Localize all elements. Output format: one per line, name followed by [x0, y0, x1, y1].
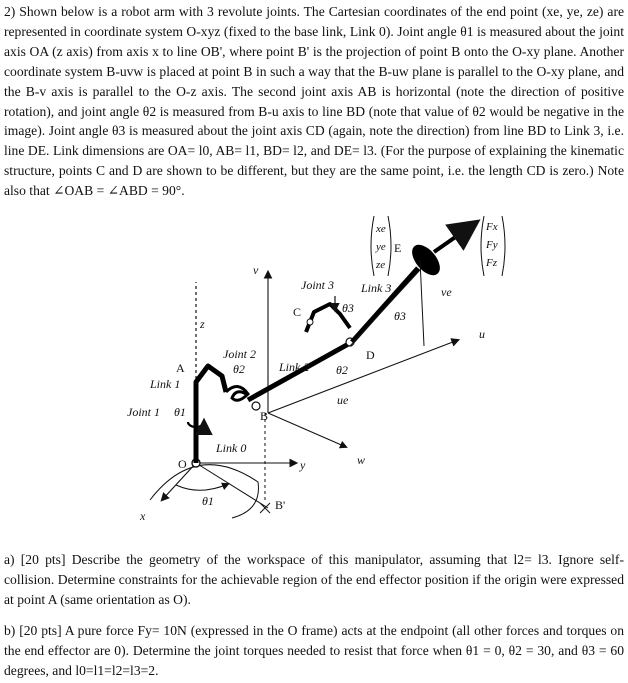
robot-arm-figure [0, 200, 628, 540]
label-theta1-joint: θ1 [174, 405, 186, 419]
label-u: u [479, 327, 485, 341]
label-link3: Link 3 [361, 281, 392, 295]
label-e: E [394, 241, 402, 255]
vector-f-bracket-right [502, 216, 505, 276]
label-theta2-arm: θ2 [336, 363, 348, 377]
vector-e-z: ze [376, 259, 386, 271]
vector-f [481, 216, 505, 276]
vector-f-x: Fx [486, 221, 498, 233]
question-a: a) [20 pts] Describe the geometry of the workspace of this manipulator, assuming that l2= l3. Ignore self-collision. Determine constraints for the achievable region of the end effector position if the origin were expressed at point A (same orientation as O). [4, 552, 624, 607]
label-b: B [260, 409, 269, 423]
u-axis [268, 340, 458, 413]
theta1-base-label: θ1 [202, 494, 214, 508]
label-theta3-joint: θ3 [342, 301, 354, 315]
joint-labels [127, 278, 406, 427]
ve-axis [420, 260, 424, 346]
joint2-curl [226, 386, 248, 400]
label-ue: ue [337, 393, 349, 407]
label-o: O [178, 457, 187, 471]
link-3 [352, 268, 418, 342]
vector-e [371, 216, 391, 276]
label-bprime: B' [275, 498, 286, 512]
point-c [307, 319, 313, 325]
w-axis [268, 413, 346, 447]
label-v: v [253, 263, 259, 277]
label-c: C [293, 305, 302, 319]
end-effector-shaft [434, 224, 474, 252]
label-x: x [140, 509, 146, 523]
vector-f-z: Fz [486, 257, 497, 269]
point-b [252, 402, 260, 410]
label-y: y [300, 458, 306, 472]
vector-f-bracket-left [481, 216, 484, 276]
label-a: A [176, 361, 185, 375]
vector-e-bracket-right [388, 216, 391, 276]
theta1-base-arc [176, 484, 228, 490]
label-d: D [366, 348, 375, 362]
label-z: z [200, 317, 205, 331]
vector-e-x: xe [376, 223, 386, 235]
problem-statement: 2) Shown below is a robot arm with 3 revolute joints. The Cartesian coordinates of the end point (xe, ye, ze) are represented in coordinate system O-xyz (fixed to the base link, Link 0). Joint angle θ1 is measured about the joint axis OA (z axis) from axis x to line OB', where point B' is the projection of point B onto the O-xy plane. Another coordinate system B-uvw is placed at point B in such a way that the B-uw plane is parallel to the O-xy plane, and the B-v axis is parallel to the O-z axis. The second joint axis AB is horizontal (note the direction of positive rotation), and joint angle θ2 is measured from B-u axis to line BD (note that value of θ2 would be negative in the image). Joint angle θ3 is measured about the joint axis CD (again, note the direction) from line BD to Link 3, i.e. line DE. Link dimensions are OA= l0, AB= l1, BD= l2, and DE= l3. (For the purpose of explaining the kinematic structure, points C and D are shown to be different, but they are the same point, i.e. the length CD is zero.) Note also that ∠OAB = ∠ABD = 90°. [4, 4, 624, 199]
base-frame [139, 282, 306, 523]
vector-e-bracket-left [371, 216, 374, 276]
label-link1: Link 1 [150, 377, 181, 391]
label-theta2-joint: θ2 [233, 362, 245, 376]
label-joint1: Joint 1 [127, 405, 160, 419]
label-w: w [357, 453, 366, 467]
vector-f-y: Fy [486, 239, 498, 251]
label-link2: Link 2 [279, 360, 310, 374]
label-link0: Link 0 [216, 441, 247, 455]
label-theta3-arm: θ3 [394, 309, 406, 323]
label-joint3: Joint 3 [301, 278, 334, 292]
question-b: b) [20 pts] A pure force Fy= 10N (expressed in the O frame) acts at the endpoint (all other forces and torques on the end effector are 0). Determine the joint torques needed to resist that force when θ1 = 0, θ2 = 30, and θ3 = 60 degrees, and l0=l1=l2=l3=2. [4, 623, 624, 678]
vector-e-y: ye [376, 241, 386, 253]
label-ve: ve [441, 285, 452, 299]
label-joint2: Joint 2 [223, 347, 256, 361]
